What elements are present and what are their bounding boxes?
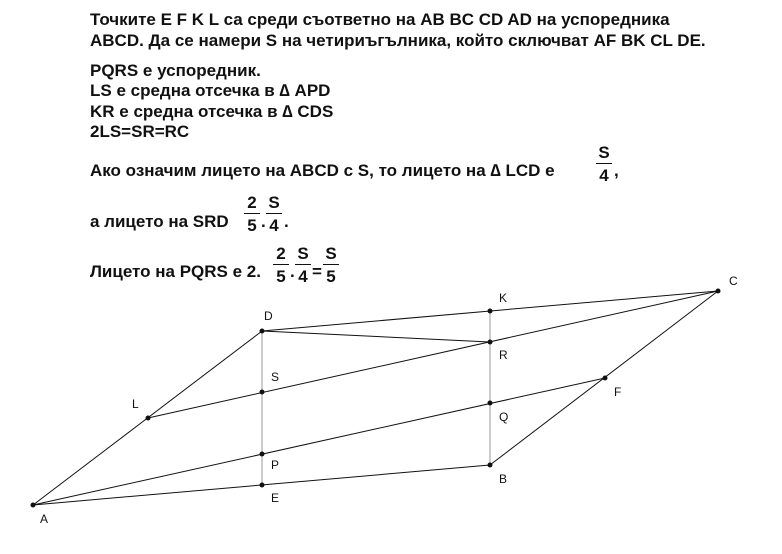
segment-cl [148,291,718,418]
solution-line-5-text: Ако означим лицето на ABCD с S, то лицето на ∆ LCD е [90,161,555,180]
solution-line-3: KR е средна отсечка в ∆ CDS [90,102,334,121]
solution-line-7-text: Лицето на PQRS е 2. [90,262,261,281]
point-f [603,376,608,381]
label-f: F [614,385,622,399]
label-k: K [499,291,508,305]
label-d: D [264,309,273,323]
fraction-denominator: 4 [599,166,609,185]
fraction-denominator: 5 [247,216,257,235]
period: . [284,212,289,231]
label-s: S [271,370,280,384]
problem-line-1: Точките E F K L са среди съответно на AB BC CD AD на успоредника [90,10,670,29]
equals-sign: = [312,262,322,281]
fraction-numerator: 2 [247,193,257,212]
point-k [488,309,493,314]
point-b [488,463,493,468]
multiply-dot: . [290,262,295,281]
solution-line-6-text: а лицето на SRD [90,212,229,231]
point-e [260,483,265,488]
label-l: L [132,397,139,411]
label-p: P [271,458,280,472]
solution-line-2: LS е средна отсечка в ∆ APD [90,81,331,100]
fraction-numerator: S [325,244,337,263]
fraction-numerator: 2 [276,244,286,263]
point-l [146,416,151,421]
point-p [260,452,265,457]
fraction-denominator: 5 [276,267,286,286]
point-s [260,390,265,395]
solution-line-1: PQRS е успоредник. [90,61,261,80]
label-e: E [271,491,280,505]
fraction-denominator: 5 [326,267,336,286]
problem-line-2: ABCD. Да се намери S на четириъгълника, който сключват AF BK CL DE. [90,31,706,50]
fraction-numerator: S [268,193,280,212]
point-c [716,289,721,294]
figure-vertical-lines [262,311,490,485]
figure-labels [40,274,738,526]
point-d [260,329,265,334]
label-q: Q [499,410,509,424]
solution-line-4: 2LS=SR=RC [90,122,190,141]
comma: , [614,161,619,180]
fraction-denominator: 4 [269,216,279,235]
label-b: B [499,472,508,486]
fraction-denominator: 4 [298,267,308,286]
fraction-numerator: S [598,143,610,162]
point-r [488,340,493,345]
label-c: C [729,274,738,288]
label-r: R [499,348,508,362]
point-a [31,503,36,508]
segment-dr [262,331,490,342]
fraction-numerator: S [297,244,309,263]
label-a: A [40,512,49,526]
multiply-dot: . [261,212,266,231]
segment-af [33,378,605,505]
point-q [488,401,493,406]
